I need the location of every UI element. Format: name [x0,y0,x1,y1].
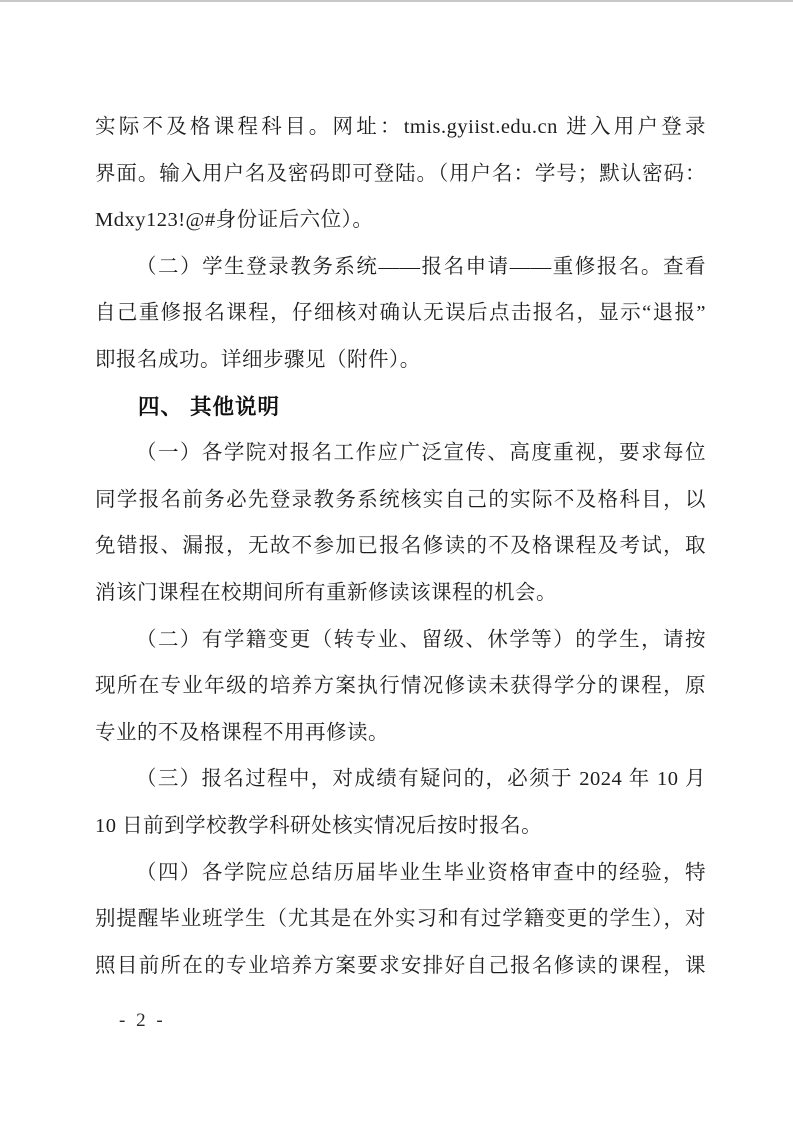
paragraph-line: 实际不及格课程科目。网址：tmis.gyiist.edu.cn 进入用户登录 [95,116,706,138]
page-number: - 2 - [119,1010,166,1031]
paragraph-line: （二）学生登录教务系统——报名申请——重修报名。查看 [136,255,706,278]
paragraph-line: 别提醒毕业班学生（尤其是在外实习和有过学籍变更的学生），对 [95,908,706,931]
paragraph-line: 同学报名前务必先登录教务系统核实自己的实际不及格科目，以 [95,488,706,511]
paragraph-line: 现所在专业年级的培养方案执行情况修读未获得学分的课程，原 [95,675,706,698]
paragraph-line: （二）有学籍变更（转专业、留级、休学等）的学生，请按 [136,628,706,651]
paragraph-line: 照目前所在的专业培养方案要求安排好自己报名修读的课程，课 [95,954,706,977]
scan-top-edge-artifact [0,0,793,2]
paragraph-line: 专业的不及格课程不用再修读。 [95,721,389,744]
paragraph-line: （四）各学院应总结历届毕业生毕业资格审查中的经验，特 [136,861,706,884]
paragraph-line: Mdxy123!@#身份证后六位）。 [95,209,374,232]
paragraph-line: 免错报、漏报，无故不参加已报名修读的不及格课程及考试，取 [95,535,706,558]
paragraph-line: 即报名成功。详细步骤见（附件）。 [95,348,421,371]
document-text-block [95,104,706,989]
paragraph-line: 10 日前到学校教学科研处核实情况后按时报名。 [95,814,543,837]
paragraph-line: （三）报名过程中，对成绩有疑问的，必须于 2024 年 10 月 [136,768,706,791]
paragraph-line: 自己重修报名课程，仔细核对确认无误后点击报名，显示“退报” [95,302,706,325]
paragraph-line: 界面。输入用户名及密码即可登陆。（用户名：学号；默认密码： [95,162,706,185]
paragraph-line: （一）各学院对报名工作应广泛宣传、高度重视，要求每位 [136,442,706,465]
section-heading-other-notes: 四、 其他说明 [138,394,280,419]
paragraph-line: 消该门课程在校期间所有重新修读该课程的机会。 [95,581,557,604]
